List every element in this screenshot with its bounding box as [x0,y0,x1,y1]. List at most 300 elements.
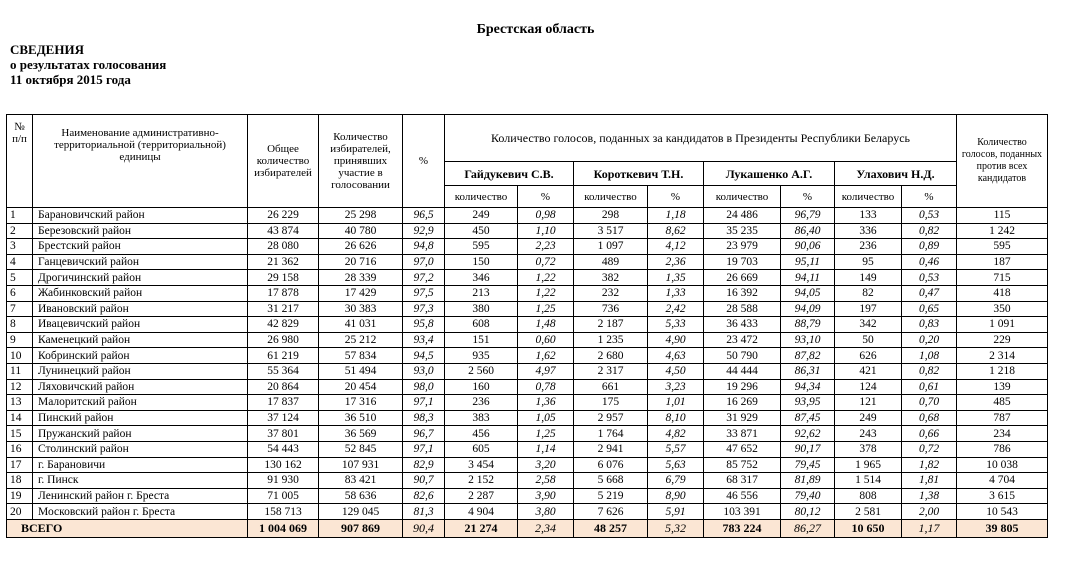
lukashenko-pct: 95,11 [781,254,835,270]
korotkevich-pct: 1,35 [648,270,704,286]
unit-name: Ляховичский район [33,379,248,395]
header-num: № п/п [7,115,33,208]
header-candidate-3: Лукашенко А.Г. [704,162,835,186]
total-voters: 28 080 [248,239,319,255]
lukashenko-count: 19 296 [704,379,781,395]
unit-name: Каменецкий район [33,332,248,348]
korotkevich-pct: 8,10 [648,410,704,426]
table-row [7,317,1048,333]
participated: 25 298 [319,208,403,224]
unit-name: Лунинецкий район [33,363,248,379]
results-body [7,208,1048,538]
korotkevich-count: 1 235 [574,332,648,348]
lukashenko-pct: 93,10 [781,332,835,348]
against-all-count: 3 615 [957,488,1048,504]
lukashenko-pct: 80,12 [781,504,835,520]
lukashenko-pct: 92,62 [781,426,835,442]
gaidukevich-pct: 0,78 [518,379,574,395]
lukashenko-count: 50 790 [704,348,781,364]
participated: 41 031 [319,317,403,333]
ulakhovich-pct: 0,72 [902,441,957,457]
unit-name: г. Пинск [33,473,248,489]
unit-name: Дрогичинский район [33,270,248,286]
heading-line-1: СВЕДЕНИЯ [10,42,84,57]
document-heading [10,42,166,87]
total-voters: 20 864 [248,379,319,395]
against-all-count: 229 [957,332,1048,348]
ulakhovich-count: 133 [835,208,902,224]
table-row [7,395,1048,411]
korotkevich-count: 2 187 [574,317,648,333]
korotkevich-count: 5 219 [574,488,648,504]
total-voters: 17 837 [248,395,319,411]
turnout-pct: 82,6 [403,488,445,504]
gaidukevich-pct: 1,10 [518,223,574,239]
turnout-pct: 94,5 [403,348,445,364]
against-all-count: 115 [957,208,1048,224]
turnout-pct: 97,0 [403,254,445,270]
lukashenko-count: 31 929 [704,410,781,426]
participated: 40 780 [319,223,403,239]
korotkevich-count: 2 957 [574,410,648,426]
turnout-pct: 96,7 [403,426,445,442]
korotkevich-pct: 1,01 [648,395,704,411]
total-against-all: 39 805 [957,519,1048,537]
row-number: 14 [7,410,33,426]
row-number: 19 [7,488,33,504]
lukashenko-pct: 86,31 [781,363,835,379]
ulakhovich-count: 378 [835,441,902,457]
total-voters: 61 219 [248,348,319,364]
ulakhovich-pct: 0,68 [902,410,957,426]
unit-name: Московский район г. Бреста [33,504,248,520]
total-ulakhovich-pct: 1,17 [902,519,957,537]
against-all-count: 1 218 [957,363,1048,379]
unit-name: Ганцевичский район [33,254,248,270]
participated: 52 845 [319,441,403,457]
turnout-pct: 93,4 [403,332,445,348]
lukashenko-count: 26 669 [704,270,781,286]
row-number: 2 [7,223,33,239]
turnout-pct: 97,1 [403,441,445,457]
gaidukevich-count: 450 [445,223,518,239]
gaidukevich-pct: 3,80 [518,504,574,520]
row-number: 10 [7,348,33,364]
ulakhovich-pct: 0,53 [902,270,957,286]
participated: 83 421 [319,473,403,489]
header-count: количество [835,186,902,208]
total-voters: 37 801 [248,426,319,442]
unit-name: Жабинковский район [33,285,248,301]
total-voters: 37 124 [248,410,319,426]
unit-name: Березовский район [33,223,248,239]
ulakhovich-pct: 0,20 [902,332,957,348]
gaidukevich-pct: 1,48 [518,317,574,333]
unit-name: Столинский район [33,441,248,457]
gaidukevich-pct: 0,98 [518,208,574,224]
gaidukevich-pct: 1,22 [518,285,574,301]
korotkevich-pct: 5,63 [648,457,704,473]
gaidukevich-count: 380 [445,301,518,317]
ulakhovich-pct: 2,00 [902,504,957,520]
lukashenko-count: 19 703 [704,254,781,270]
ulakhovich-pct: 1,08 [902,348,957,364]
lukashenko-count: 68 317 [704,473,781,489]
ulakhovich-pct: 0,66 [902,426,957,442]
against-all-count: 187 [957,254,1048,270]
korotkevich-count: 5 668 [574,473,648,489]
ulakhovich-count: 1 965 [835,457,902,473]
lukashenko-count: 24 486 [704,208,781,224]
turnout-pct: 95,8 [403,317,445,333]
table-row [7,504,1048,520]
table-row [7,379,1048,395]
gaidukevich-pct: 0,72 [518,254,574,270]
unit-name: Пружанский район [33,426,248,442]
turnout-pct: 94,8 [403,239,445,255]
gaidukevich-count: 935 [445,348,518,364]
lukashenko-count: 23 472 [704,332,781,348]
table-row [7,363,1048,379]
row-number: 1 [7,208,33,224]
participated: 20 454 [319,379,403,395]
lukashenko-pct: 87,45 [781,410,835,426]
korotkevich-count: 232 [574,285,648,301]
lukashenko-count: 85 752 [704,457,781,473]
gaidukevich-count: 2 152 [445,473,518,489]
lukashenko-pct: 93,95 [781,395,835,411]
against-all-count: 139 [957,379,1048,395]
against-all-count: 4 704 [957,473,1048,489]
row-number: 4 [7,254,33,270]
lukashenko-pct: 88,79 [781,317,835,333]
heading-line-2: о результатах голосования [10,57,167,72]
korotkevich-pct: 4,50 [648,363,704,379]
ulakhovich-count: 626 [835,348,902,364]
total-ulakhovich-count: 10 650 [835,519,902,537]
total-lukashenko-count: 783 224 [704,519,781,537]
unit-name: Брестский район [33,239,248,255]
table-row [7,348,1048,364]
gaidukevich-count: 4 904 [445,504,518,520]
ulakhovich-count: 249 [835,410,902,426]
ulakhovich-pct: 1,38 [902,488,957,504]
row-number: 11 [7,363,33,379]
total-voters: 54 443 [248,441,319,457]
korotkevich-count: 2 941 [574,441,648,457]
against-all-count: 1 091 [957,317,1048,333]
korotkevich-count: 2 680 [574,348,648,364]
korotkevich-pct: 4,90 [648,332,704,348]
participated: 129 045 [319,504,403,520]
ulakhovich-count: 149 [835,270,902,286]
korotkevich-pct: 2,42 [648,301,704,317]
korotkevich-pct: 1,18 [648,208,704,224]
unit-name: Малоритский район [33,395,248,411]
results-table [6,114,1048,538]
total-voters: 1 004 069 [248,519,319,537]
header-candidate-2: Короткевич Т.Н. [574,162,704,186]
gaidukevich-count: 160 [445,379,518,395]
against-all-count: 418 [957,285,1048,301]
against-all-count: 10 038 [957,457,1048,473]
turnout-pct: 97,1 [403,395,445,411]
korotkevich-count: 2 317 [574,363,648,379]
total-label: ВСЕГО [7,519,248,537]
gaidukevich-pct: 3,20 [518,457,574,473]
turnout-pct: 92,9 [403,223,445,239]
total-row [7,519,1048,537]
korotkevich-pct: 5,57 [648,441,704,457]
row-number: 9 [7,332,33,348]
ulakhovich-count: 336 [835,223,902,239]
gaidukevich-pct: 3,90 [518,488,574,504]
lukashenko-pct: 90,17 [781,441,835,457]
korotkevich-count: 1 097 [574,239,648,255]
korotkevich-pct: 5,33 [648,317,704,333]
turnout-pct: 97,5 [403,285,445,301]
unit-name: Ивановский район [33,301,248,317]
gaidukevich-count: 608 [445,317,518,333]
total-voters: 55 364 [248,363,319,379]
gaidukevich-pct: 2,23 [518,239,574,255]
total-voters: 31 217 [248,301,319,317]
row-number: 12 [7,379,33,395]
participated: 36 510 [319,410,403,426]
lukashenko-pct: 94,05 [781,285,835,301]
participated: 25 212 [319,332,403,348]
lukashenko-count: 23 979 [704,239,781,255]
korotkevich-pct: 5,91 [648,504,704,520]
ulakhovich-count: 197 [835,301,902,317]
gaidukevich-count: 605 [445,441,518,457]
row-number: 5 [7,270,33,286]
ulakhovich-pct: 0,83 [902,317,957,333]
ulakhovich-count: 243 [835,426,902,442]
participated: 20 716 [319,254,403,270]
korotkevich-count: 6 076 [574,457,648,473]
lukashenko-pct: 96,79 [781,208,835,224]
participated: 107 931 [319,457,403,473]
total-voters: 43 874 [248,223,319,239]
against-all-count: 234 [957,426,1048,442]
gaidukevich-pct: 1,25 [518,426,574,442]
total-voters: 91 930 [248,473,319,489]
table-row [7,332,1048,348]
header-count: количество [574,186,648,208]
korotkevich-pct: 4,63 [648,348,704,364]
gaidukevich-pct: 0,60 [518,332,574,348]
total-lukashenko-pct: 86,27 [781,519,835,537]
against-all-count: 715 [957,270,1048,286]
lukashenko-pct: 79,45 [781,457,835,473]
header-percent: % [518,186,574,208]
gaidukevich-count: 236 [445,395,518,411]
gaidukevich-count: 383 [445,410,518,426]
lukashenko-pct: 86,40 [781,223,835,239]
gaidukevich-count: 151 [445,332,518,348]
header-against-all: Количество голосов, поданных против всех кандидатов [957,115,1048,208]
lukashenko-pct: 90,06 [781,239,835,255]
heading-line-3: 11 октября 2015 года [10,72,131,87]
total-voters: 130 162 [248,457,319,473]
gaidukevich-count: 3 454 [445,457,518,473]
korotkevich-pct: 6,79 [648,473,704,489]
lukashenko-count: 103 391 [704,504,781,520]
ulakhovich-pct: 0,89 [902,239,957,255]
header-candidates-group: Количество голосов, поданных за кандидатов в Президенты Республики Беларусь [445,115,957,162]
lukashenko-count: 33 871 [704,426,781,442]
gaidukevich-count: 213 [445,285,518,301]
lukashenko-count: 47 652 [704,441,781,457]
header-turnout-pct: % [403,115,445,208]
participated: 28 339 [319,270,403,286]
total-korotkevich-pct: 5,32 [648,519,704,537]
ulakhovich-pct: 0,82 [902,363,957,379]
participated: 17 316 [319,395,403,411]
gaidukevich-count: 249 [445,208,518,224]
ulakhovich-count: 808 [835,488,902,504]
ulakhovich-count: 124 [835,379,902,395]
gaidukevich-pct: 1,62 [518,348,574,364]
participated: 58 636 [319,488,403,504]
ulakhovich-count: 1 514 [835,473,902,489]
korotkevich-count: 298 [574,208,648,224]
lukashenko-count: 16 269 [704,395,781,411]
against-all-count: 1 242 [957,223,1048,239]
korotkevich-pct: 8,90 [648,488,704,504]
lukashenko-pct: 94,11 [781,270,835,286]
gaidukevich-pct: 4,97 [518,363,574,379]
ulakhovich-pct: 0,53 [902,208,957,224]
ulakhovich-pct: 0,47 [902,285,957,301]
gaidukevich-pct: 1,36 [518,395,574,411]
gaidukevich-pct: 1,14 [518,441,574,457]
unit-name: Барановичский район [33,208,248,224]
korotkevich-count: 175 [574,395,648,411]
gaidukevich-pct: 1,22 [518,270,574,286]
total-voters: 26 980 [248,332,319,348]
ulakhovich-pct: 0,82 [902,223,957,239]
row-number: 7 [7,301,33,317]
total-voters: 42 829 [248,317,319,333]
turnout-pct: 93,0 [403,363,445,379]
ulakhovich-count: 121 [835,395,902,411]
turnout-pct: 98,0 [403,379,445,395]
korotkevich-pct: 3,23 [648,379,704,395]
table-row [7,254,1048,270]
turnout-pct: 98,3 [403,410,445,426]
ulakhovich-pct: 0,61 [902,379,957,395]
table-row [7,426,1048,442]
total-voters: 17 878 [248,285,319,301]
table-row [7,270,1048,286]
lukashenko-pct: 87,82 [781,348,835,364]
lukashenko-pct: 79,40 [781,488,835,504]
row-number: 6 [7,285,33,301]
against-all-count: 485 [957,395,1048,411]
lukashenko-count: 16 392 [704,285,781,301]
against-all-count: 2 314 [957,348,1048,364]
ulakhovich-count: 421 [835,363,902,379]
total-voters: 29 158 [248,270,319,286]
korotkevich-pct: 2,36 [648,254,704,270]
total-gaidukevich-count: 21 274 [445,519,518,537]
korotkevich-pct: 1,33 [648,285,704,301]
row-number: 15 [7,426,33,442]
participated: 57 834 [319,348,403,364]
participated: 51 494 [319,363,403,379]
table-row [7,301,1048,317]
lukashenko-pct: 94,34 [781,379,835,395]
lukashenko-pct: 81,89 [781,473,835,489]
ulakhovich-count: 50 [835,332,902,348]
header-candidate-1: Гайдукевич С.В. [445,162,574,186]
ulakhovich-count: 82 [835,285,902,301]
header-participated: Количество избирателей, принявших участие в голосовании [319,115,403,208]
header-percent: % [902,186,957,208]
header-count: количество [704,186,781,208]
row-number: 18 [7,473,33,489]
korotkevich-count: 1 764 [574,426,648,442]
table-row [7,208,1048,224]
table-row [7,239,1048,255]
row-number: 8 [7,317,33,333]
unit-name: Пинский район [33,410,248,426]
unit-name: Кобринский район [33,348,248,364]
lukashenko-count: 46 556 [704,488,781,504]
table-row [7,441,1048,457]
unit-name: Ленинский район г. Бреста [33,488,248,504]
gaidukevich-count: 346 [445,270,518,286]
ulakhovich-pct: 0,70 [902,395,957,411]
row-number: 3 [7,239,33,255]
total-voters: 71 005 [248,488,319,504]
korotkevich-count: 489 [574,254,648,270]
total-participated: 907 869 [319,519,403,537]
header-voters: Общее количество избирателей [248,115,319,208]
total-turnout-pct: 90,4 [403,519,445,537]
korotkevich-count: 736 [574,301,648,317]
total-voters: 21 362 [248,254,319,270]
against-all-count: 595 [957,239,1048,255]
gaidukevich-pct: 1,05 [518,410,574,426]
table-row [7,223,1048,239]
korotkevich-pct: 4,82 [648,426,704,442]
lukashenko-pct: 94,09 [781,301,835,317]
lukashenko-count: 36 433 [704,317,781,333]
gaidukevich-count: 150 [445,254,518,270]
turnout-pct: 82,9 [403,457,445,473]
against-all-count: 787 [957,410,1048,426]
korotkevich-pct: 4,12 [648,239,704,255]
total-voters: 26 229 [248,208,319,224]
row-number: 16 [7,441,33,457]
ulakhovich-count: 342 [835,317,902,333]
gaidukevich-count: 595 [445,239,518,255]
total-korotkevich-count: 48 257 [574,519,648,537]
gaidukevich-pct: 2,58 [518,473,574,489]
total-voters: 158 713 [248,504,319,520]
ulakhovich-pct: 0,65 [902,301,957,317]
table-row [7,488,1048,504]
participated: 36 569 [319,426,403,442]
ulakhovich-count: 236 [835,239,902,255]
table-row [7,285,1048,301]
korotkevich-count: 7 626 [574,504,648,520]
table-row [7,473,1048,489]
lukashenko-count: 35 235 [704,223,781,239]
